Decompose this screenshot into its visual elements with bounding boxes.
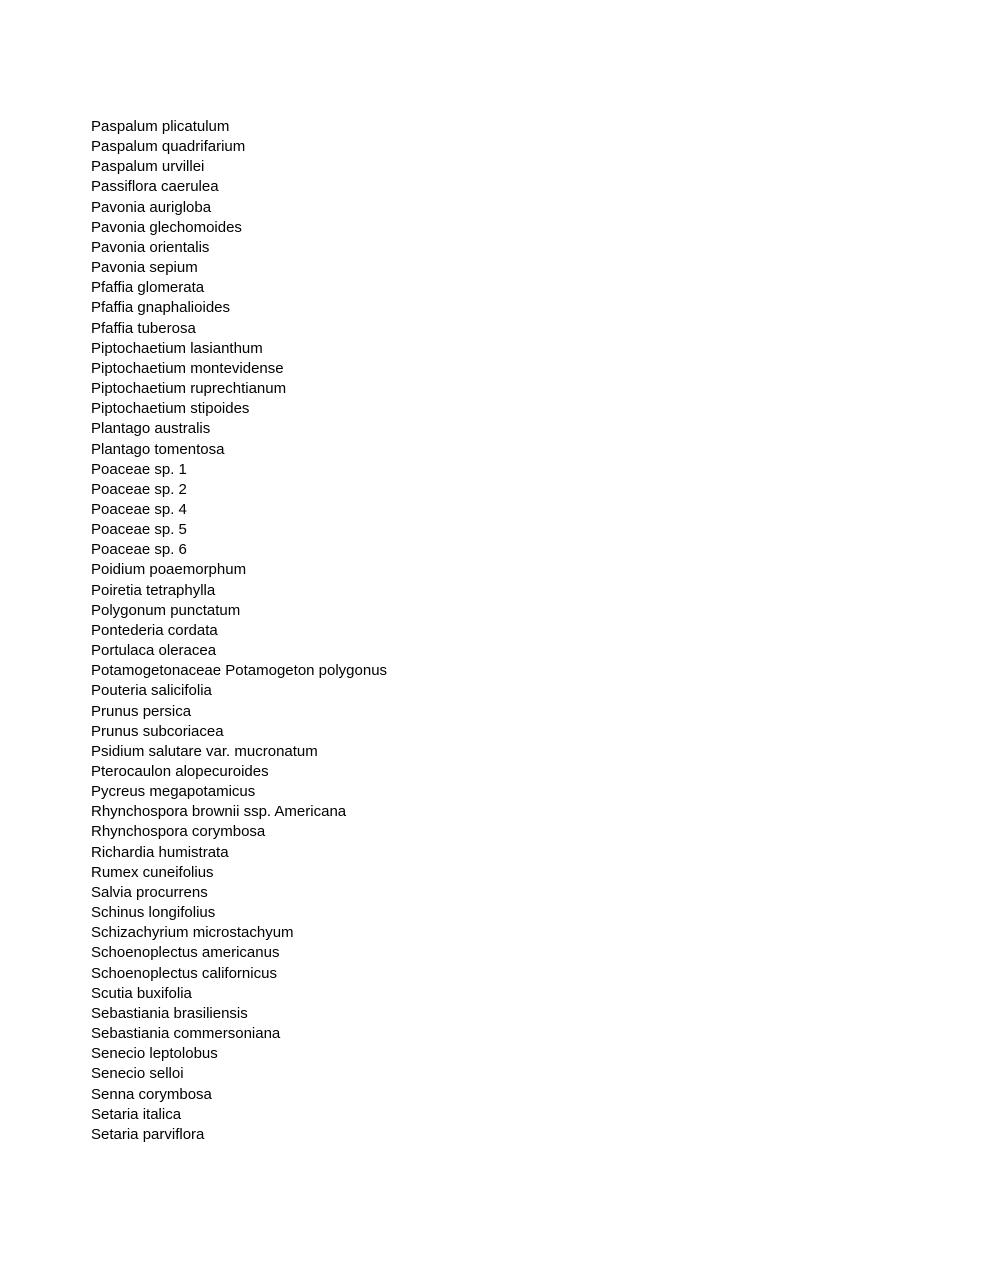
list-item: Potamogetonaceae Potamogeton polygonus [91, 662, 388, 680]
list-item: Rhynchospora brownii ssp. Americana [91, 803, 347, 821]
list-item: Pterocaulon alopecuroides [91, 763, 269, 780]
species-list [91, 117, 387, 1145]
list-item: Pavonia sepium [91, 259, 198, 277]
list-item: Prunus subcoriacea [91, 722, 224, 740]
list-item: Piptochaetium ruprechtianum [91, 380, 287, 398]
list-item: Piptochaetium lasianthum [91, 339, 263, 357]
list-item: Pouteria salicifolia [91, 682, 212, 700]
list-item: Pavonia aurigloba [91, 198, 212, 216]
list-item: Sebastiania commersoniana [91, 1025, 281, 1043]
list-item: Senecio selloi [91, 1065, 184, 1083]
list-item: Schoenoplectus americanus [91, 944, 280, 962]
list-item: Prunus persica [91, 702, 192, 720]
list-item: Sebastiania brasiliensis [91, 1004, 248, 1022]
list-item: Setaria italica [91, 1105, 182, 1123]
list-item: Pavonia orientalis [91, 238, 210, 256]
list-item: Rumex cuneifolius [91, 863, 214, 881]
list-item: Piptochaetium montevidense [91, 359, 284, 377]
list-item: Paspalum quadrifarium [91, 138, 246, 156]
list-item: Poaceae sp. 5 [91, 521, 187, 539]
list-item: Rhynchospora corymbosa [91, 823, 266, 841]
list-item: Poidium poaemorphum [91, 561, 247, 579]
list-item: Senna corymbosa [91, 1085, 212, 1103]
list-item: Schoenoplectus californicus [91, 964, 277, 982]
list-item: Paspalum urvillei [91, 158, 205, 176]
list-item: Polygonum punctatum [91, 601, 241, 619]
list-item: Poaceae sp. 1 [91, 460, 187, 478]
list-item: Plantago tomentosa [91, 440, 225, 458]
list-item: Poaceae sp. 6 [91, 541, 187, 559]
list-item: Paspalum plicatulum [91, 118, 230, 135]
list-item: Poaceae sp. 4 [91, 500, 187, 518]
list-item: Pfaffia tuberosa [91, 319, 196, 337]
list-item: Pycreus megapotamicus [91, 783, 256, 801]
list-item: Richardia humistrata [91, 843, 229, 861]
list-item: Portulaca oleracea [91, 642, 217, 660]
list-item: Poiretia tetraphylla [91, 581, 216, 599]
list-item: Scutia buxifolia [91, 984, 192, 1002]
list-item: Setaria parviflora [91, 1125, 205, 1143]
list-item: Senecio leptolobus [91, 1045, 218, 1063]
list-item: Pavonia glechomoides [91, 218, 242, 236]
list-item: Schizachyrium microstachyum [91, 924, 294, 942]
list-item: Schinus longifolius [91, 904, 216, 922]
list-item: Salvia procurrens [91, 883, 208, 901]
list-item: Pontederia cordata [91, 621, 218, 639]
list-item: Pfaffia gnaphalioides [91, 299, 230, 317]
list-item: Psidium salutare var. mucronatum [91, 742, 318, 760]
list-item: Plantago australis [91, 420, 211, 438]
list-item: Passiflora caerulea [91, 178, 219, 196]
list-item: Piptochaetium stipoides [91, 400, 250, 418]
list-item: Poaceae sp. 2 [91, 480, 187, 498]
list-item: Pfaffia glomerata [91, 279, 205, 297]
